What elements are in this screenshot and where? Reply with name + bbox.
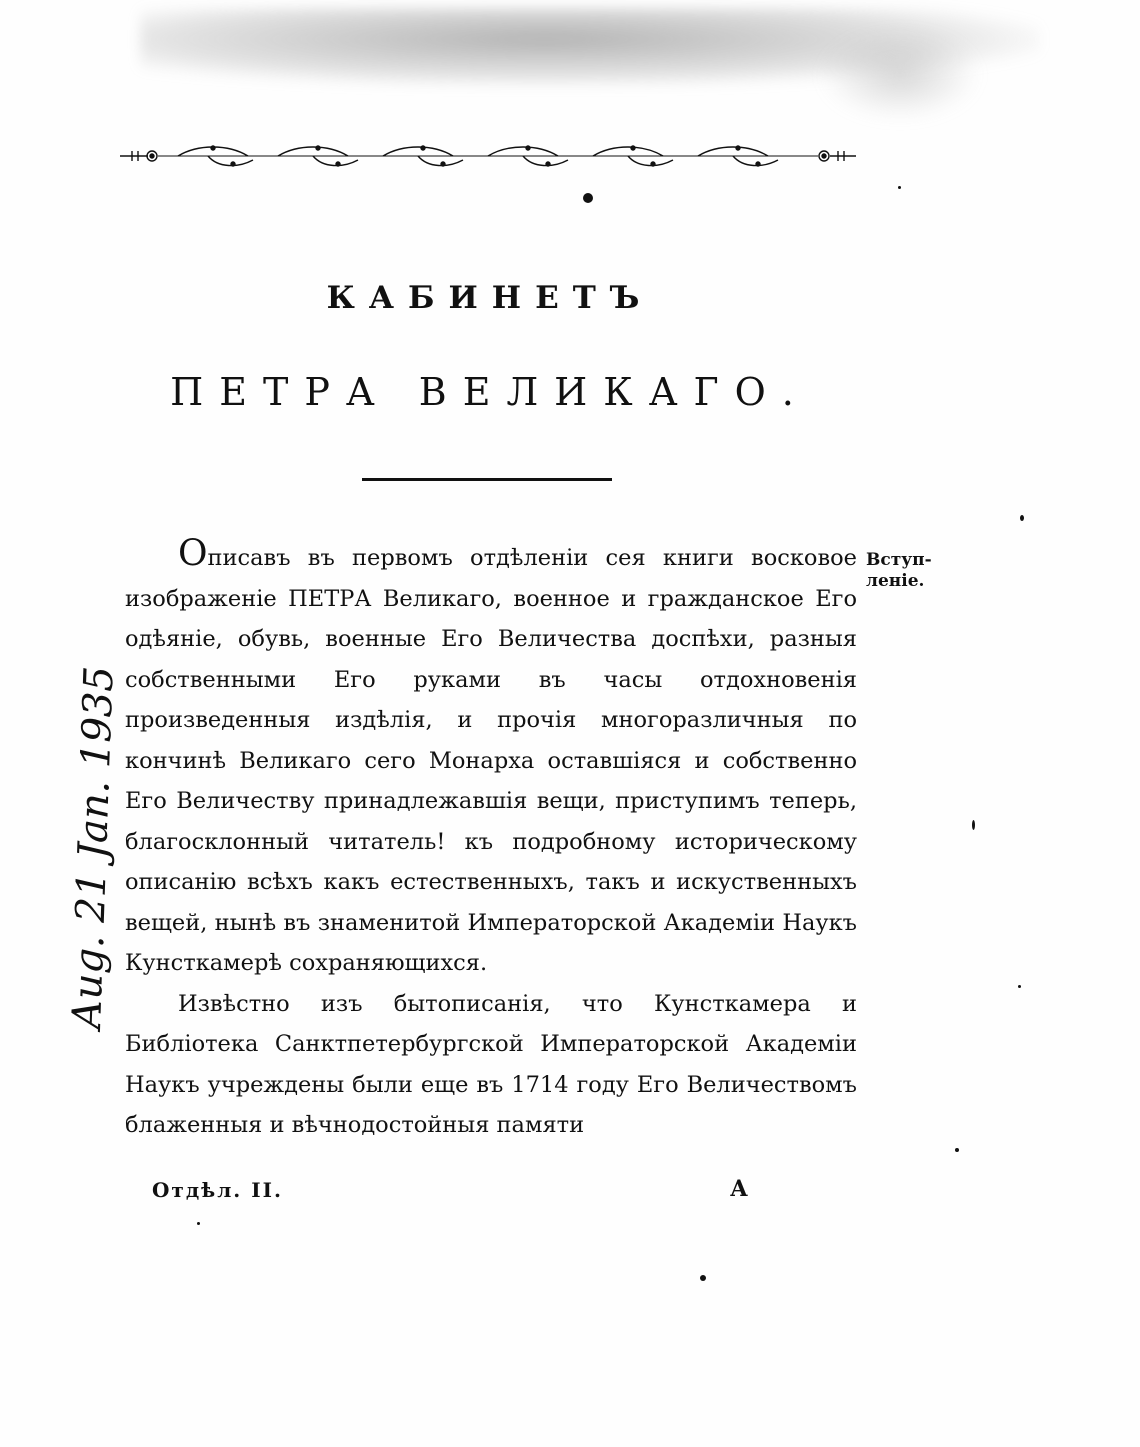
ink-dot (955, 1148, 959, 1152)
ink-dot (898, 186, 901, 189)
margin-note: Вступ- леніе. (866, 550, 932, 591)
ink-dot (1018, 985, 1021, 988)
paragraph: Извѣстно изъ бытописанія, что Кунсткамера и Библіотека Санктпетербургской Императорской Академіи Наукъ учреждены были еще въ 1714 году Его Величествомъ блаженныя и вѣчнодостойныя памяти (125, 990, 857, 1138)
ink-dot (700, 1275, 706, 1281)
ink-dot (197, 1222, 200, 1225)
page-title-line2: ПЕТРА ВЕЛИКАГО. (170, 370, 810, 414)
drop-cap: О (178, 533, 208, 574)
sheet-letter: А (730, 1176, 748, 1202)
title-divider (362, 478, 612, 481)
handwritten-annotation: Аug. 21 Jan. 1935 (64, 665, 123, 1031)
ink-smudge (820, 30, 980, 120)
ink-dot (583, 193, 593, 203)
paragraph-text: писавъ въ первомъ отдѣленіи сея книги восковое изображеніе ПЕТРА Великаго, военное и гражданское Его одѣяніе, обувь, военные Его Величества доспѣхи, разныя собственными Его руками въ часы отдохновенія произведенныя издѣлія, и прочія многоразличныя по кончинѣ Великаго сего Монарха оставшіяся и собственно Его Величеству принадлежавшія вещи, приступимъ теперь, благосклонный читатель! къ подробному историческому описанію всѣхъ какъ естественныхъ, такъ и искуственныхъ вещей, нынѣ въ знаменитой Императорской Академіи Наукъ Кунсткамерѣ сохраняющихся. (125, 545, 857, 976)
paragraph (125, 533, 857, 984)
page-title-line1: КАБИНЕТЪ (326, 280, 654, 316)
body-text (125, 533, 857, 1146)
ink-dot (972, 820, 975, 830)
decorative-border-ornament (118, 138, 858, 174)
signature-mark: Отдѣл. II. (152, 1178, 283, 1202)
ink-dot (1020, 515, 1024, 521)
